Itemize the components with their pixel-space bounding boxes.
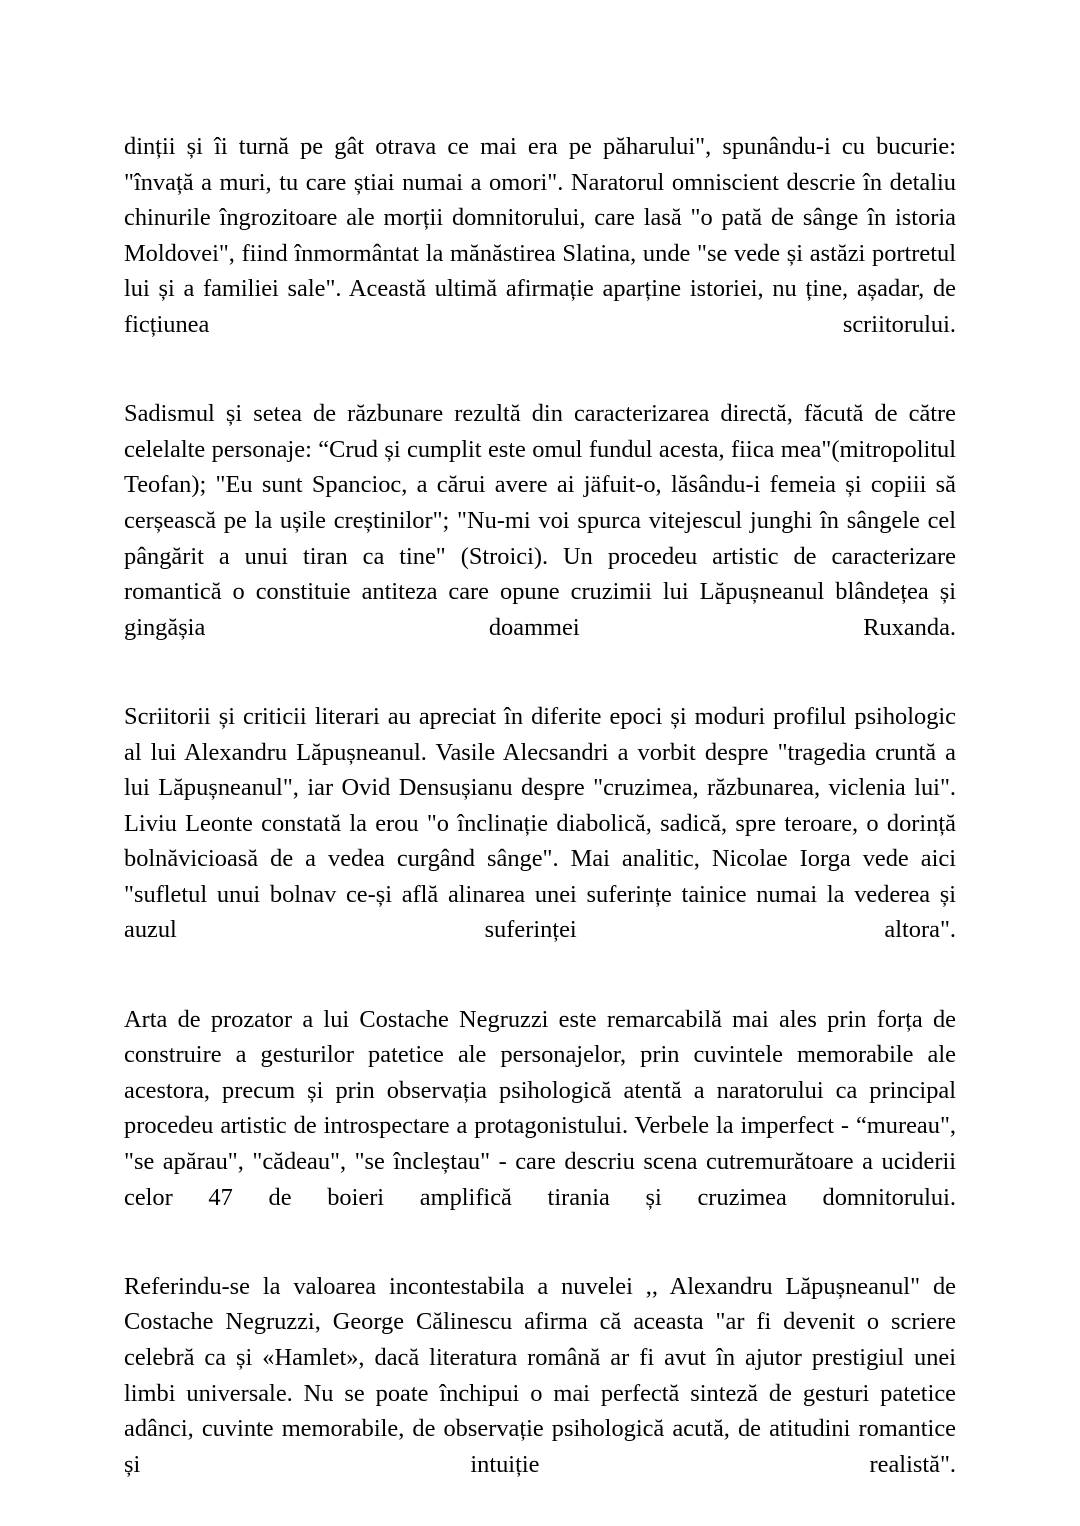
paragraph-2: Sadismul și setea de răzbunare rezultă din caracterizarea directă, făcută de către celelalte personaje: “Crud și cumplit este omul fundul acesta, fiica mea"(mitropolitul Teofan); "Eu sunt Spancioc, a cărui avere ai jäfuit-o, lăsându-i femeia și copiii să cerșească pe la ușile creștinilor"; "Nu-mi voi spurca vitejescul junghi în sângele cel pângărit a unui tiran ca tine" (Stroici). Un procedeu artistic de caracterizare romantică o constituie antiteza care opune cruzimii lui Lăpușneanul blândețea și gingășia doammei Ruxanda. [124, 400, 956, 641]
document-text-body [124, 129, 956, 1518]
paragraph-4: Arta de prozator a lui Costache Negruzzi este remarcabilă mai ales prin forța de construire a gesturilor patetice ale personajelor, prin cuvintele memorabile ale acestora, precum și prin observația psihologică atentă a naratorului ca principal procedeu artistic de introspectare a protagonistului. Verbele la imperfect - “mureau", "se apărau", "cădeau", "se încleștau" - care descriu scena cutremurătoare a uciderii celor 47 de boieri amplifică tirania și cruzimea domnitorului. [124, 1005, 956, 1211]
paragraph-5: Referindu-se la valoarea incontestabila a nuvelei ,, Alexandru Lăpușneanul" de Costache Negruzzi, George Călinescu afirma că aceasta "ar fi devenit o scriere celebră ca și «Hamlet», dacă literatura română ar fi avut în ajutor prestigiul unei limbi universale. Nu se poate închipui o mai perfectă sinteză de gesturi patetice adânci, cuvinte memorabile, de observație psihologică acută, de atitudini romantice și intuiție realistă". [124, 1272, 956, 1478]
paragraph-1: dinții și îi turnă pe gât otrava ce mai era pe păharului", spunându-i cu bucurie: "învață a muri, tu care știai numai a omori". Naratorul omniscient descrie în detaliu chinurile îngrozitoare ale morții domnitorului, care lasă "o pată de sânge în istoria Moldovei", fiind înmormântat la mănăstirea Slatina, unde "se vede și astăzi portretul lui și a familiei sale". Această ultimă afirmație aparține istoriei, nu ține, așadar, de ficțiunea scriitorului. [124, 133, 956, 338]
paragraph-3: Scriitorii și criticii literari au apreciat în diferite epoci și moduri profilul psihologic al lui Alexandru Lăpușneanul. Vasile Alecsandri a vorbit despre "tragedia cruntă a lui Lăpușneanul", iar Ovid Densușianu despre "cruzimea, răzbunarea, viclenia lui". Liviu Leonte constată la erou "o înclinație diabolică, sadică, spre teroare, o dorință bolnăvicioasă de a vedea curgând sânge". Mai analitic, Nicolae Iorga vede aici "sufletul unui bolnav ce-și află alinarea unei suferințe tainice numai la vederea și auzul suferinței altora". [124, 702, 956, 944]
